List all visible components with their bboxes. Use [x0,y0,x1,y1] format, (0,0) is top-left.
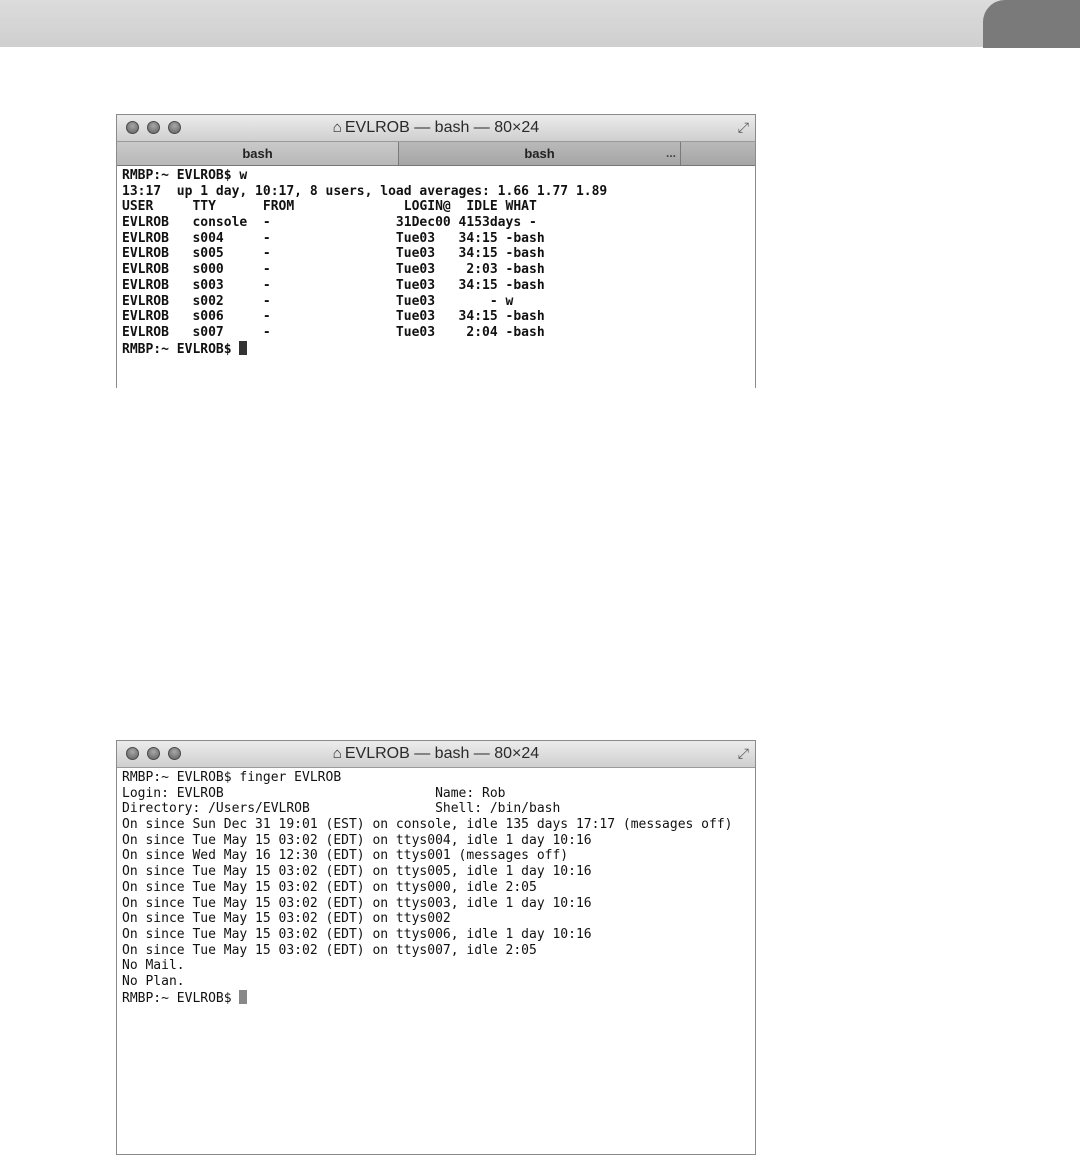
tab-bash-1[interactable] [117,142,399,165]
tab-overflow-indicator[interactable]: ... [665,146,676,160]
terminal-window-w[interactable] [116,114,756,388]
text-cursor [239,341,247,355]
terminal-output[interactable] [117,768,755,1005]
terminal-line: RMBP:~ EVLROB$ w [122,168,248,183]
terminal-line: EVLROB s004 - Tue03 34:15 -bash [122,230,545,246]
terminal-window-finger[interactable] [116,740,756,1155]
fullscreen-icon[interactable]: ⤢ [737,745,749,761]
window-title-group [117,745,755,763]
window-title-group [117,119,755,137]
window-title: EVLROB — bash — 80×24 [344,119,540,136]
tab-bar [117,142,755,166]
home-icon: ⌂ [332,745,342,762]
terminal-line: No Mail. [122,958,185,974]
prompt-text: RMBP:~ EVLROB$ [122,341,240,357]
terminal-line: On since Tue May 15 03:02 (EDT) on ttys007, idle 2:05 [122,942,537,958]
page-header-band [0,0,1080,47]
tab-label: bash [242,146,273,161]
home-icon: ⌂ [332,119,342,136]
terminal-line: Directory: /Users/EVLROB Shell: /bin/bash [122,801,561,817]
terminal-output[interactable] [117,166,755,356]
terminal-line: RMBP:~ EVLROB$ finger EVLROB [122,770,342,785]
text-cursor [239,990,247,1004]
prompt-text: RMBP:~ EVLROB$ [122,990,240,1006]
terminal-line: EVLROB s005 - Tue03 34:15 -bash [122,246,545,262]
terminal-line: No Plan. [122,973,185,989]
tab-bash-2[interactable] [399,142,681,165]
window-titlebar[interactable] [117,115,755,142]
terminal-line: EVLROB s000 - Tue03 2:03 -bash [122,262,545,278]
terminal-line: On since Tue May 15 03:02 (EDT) on ttys003, idle 1 day 10:16 [122,895,592,911]
page-corner-tab [983,0,1080,48]
prompt-line[interactable] [122,990,755,1006]
terminal-line: On since Tue May 15 03:02 (EDT) on ttys004, idle 1 day 10:16 [122,832,592,848]
tab-label: bash [524,146,555,161]
terminal-line: EVLROB s006 - Tue03 34:15 -bash [122,309,545,325]
terminal-line: On since Wed May 16 12:30 (EDT) on ttys001 (messages off) [122,848,569,864]
terminal-line: On since Sun Dec 31 19:01 (EST) on console, idle 135 days 17:17 (messages off) [122,817,733,833]
terminal-line: Login: EVLROB Name: Rob [122,785,506,801]
terminal-line: On since Tue May 15 03:02 (EDT) on ttys006, idle 1 day 10:16 [122,926,592,942]
prompt-line[interactable] [122,341,755,357]
terminal-line: On since Tue May 15 03:02 (EDT) on ttys005, idle 1 day 10:16 [122,864,592,880]
terminal-line: EVLROB s007 - Tue03 2:04 -bash [122,324,545,340]
terminal-line: EVLROB s002 - Tue03 - w [122,293,514,309]
terminal-line: On since Tue May 15 03:02 (EDT) on ttys002 [122,911,451,927]
terminal-line: 13:17 up 1 day, 10:17, 8 users, load averages: 1.66 1.77 1.89 [122,183,608,199]
terminal-line: EVLROB console - 31Dec00 4153days - [122,215,537,231]
fullscreen-icon[interactable]: ⤢ [737,119,749,135]
terminal-line: On since Tue May 15 03:02 (EDT) on ttys000, idle 2:05 [122,879,537,895]
window-titlebar[interactable] [117,741,755,768]
terminal-line: EVLROB s003 - Tue03 34:15 -bash [122,277,545,293]
window-title: EVLROB — bash — 80×24 [344,745,540,762]
terminal-line: USER TTY FROM LOGIN@ IDLE WHAT [122,199,537,215]
